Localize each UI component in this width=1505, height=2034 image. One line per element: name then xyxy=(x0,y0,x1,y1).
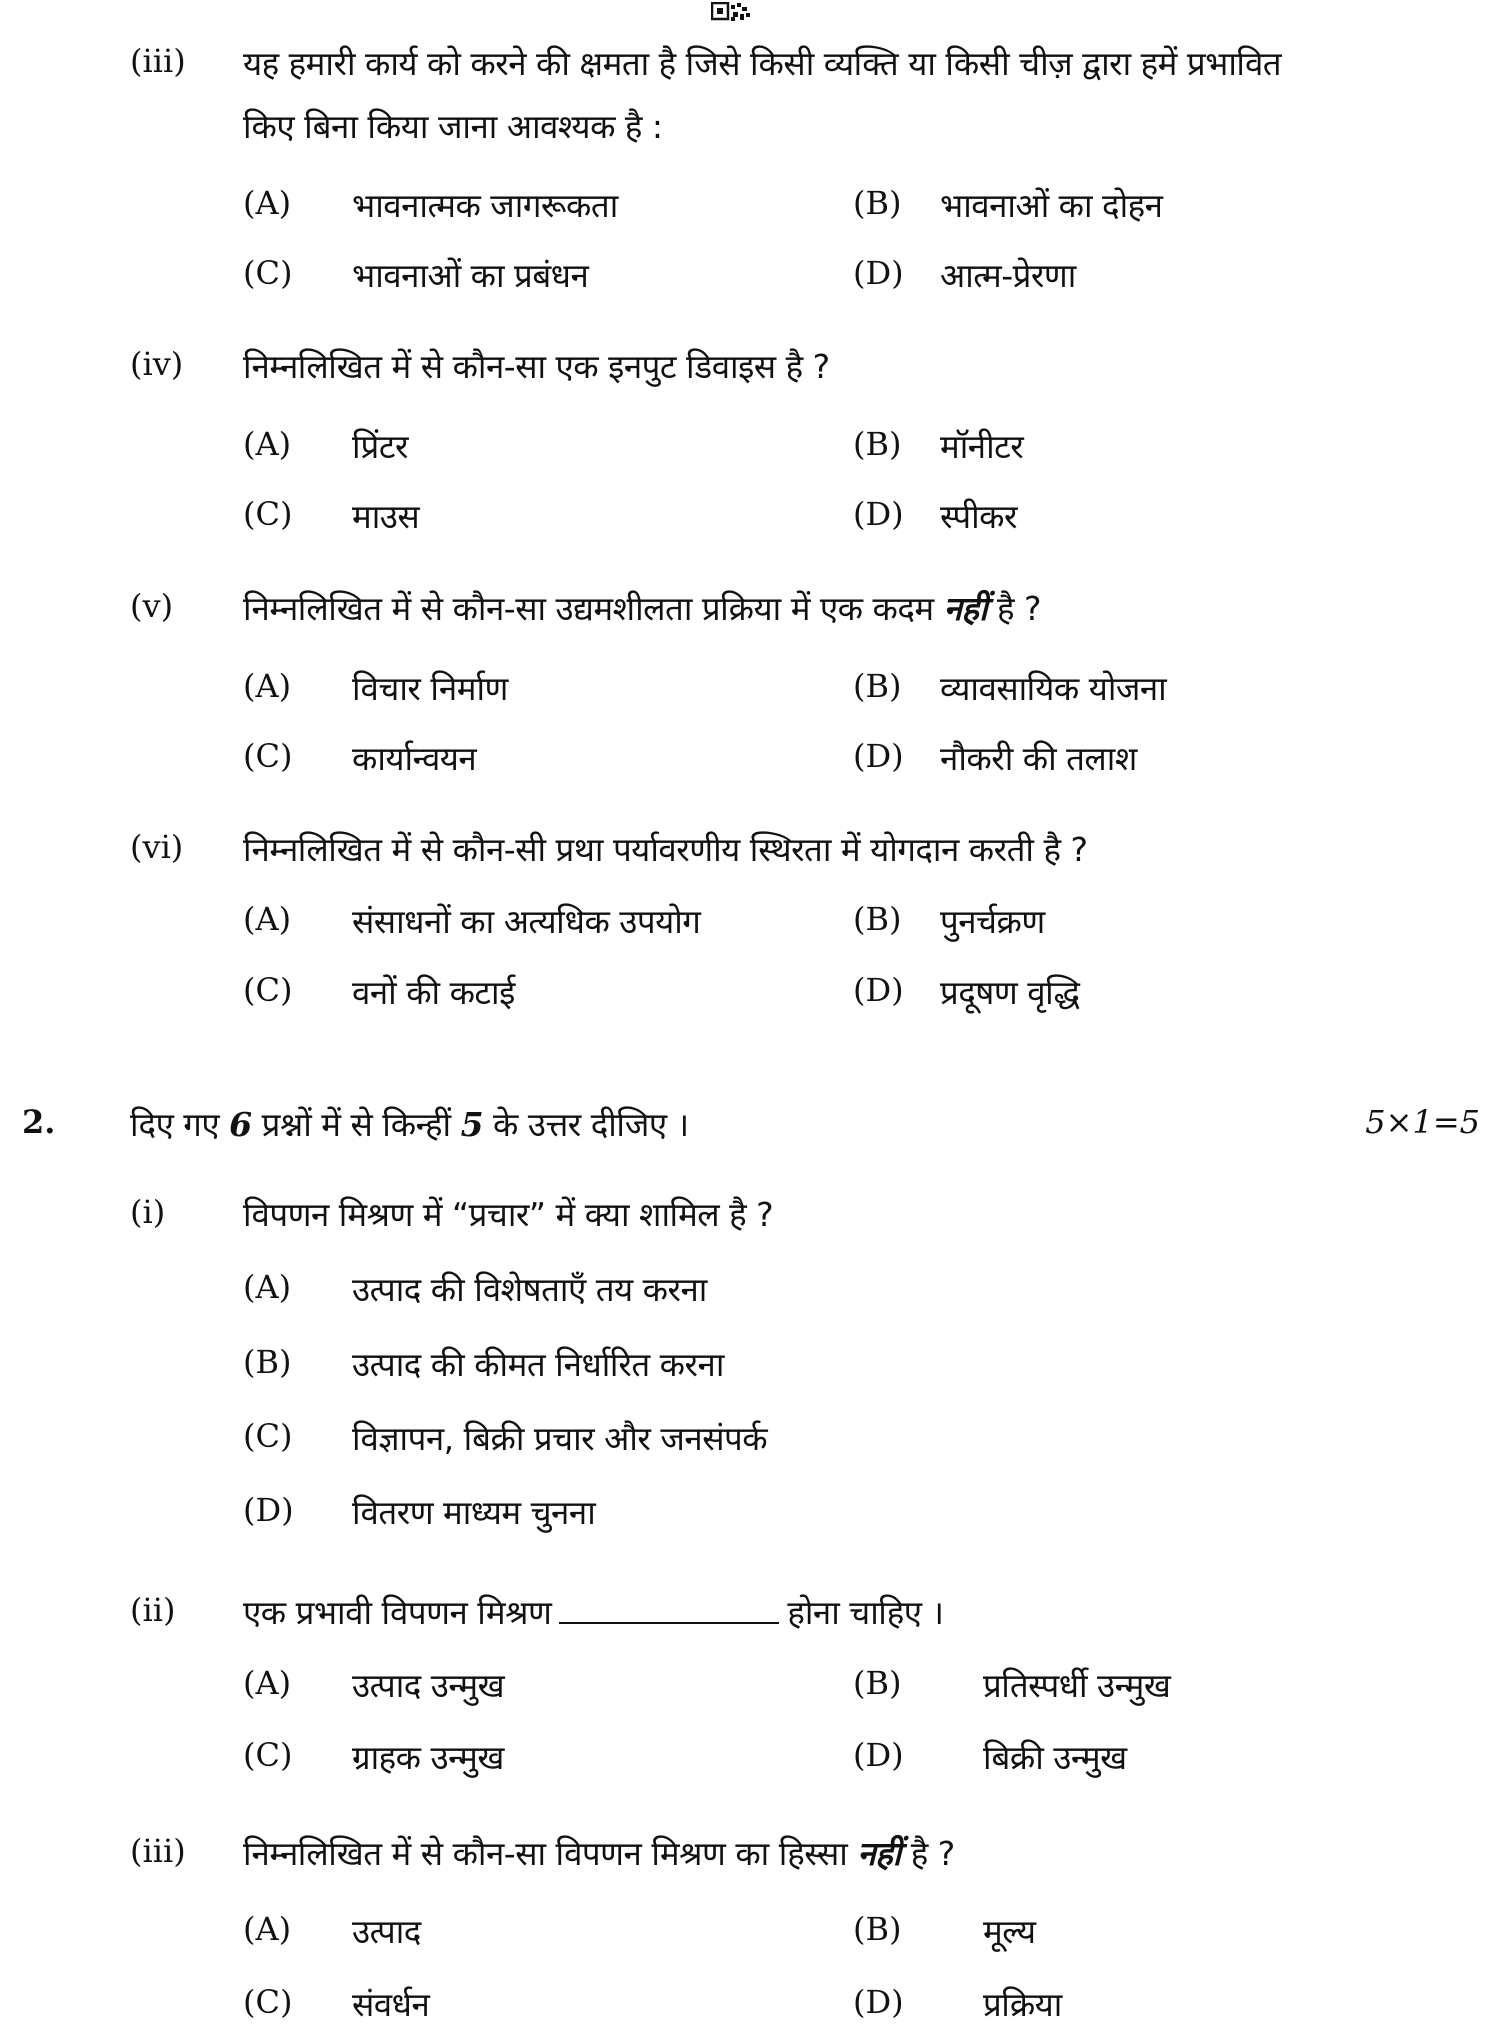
option-label-a: (A) xyxy=(243,900,292,938)
question-number: (iii) xyxy=(130,42,186,80)
option-text-c: वनों की कटाई xyxy=(352,973,515,1012)
question-text-post: है ? xyxy=(900,1834,955,1873)
option-label-d: (D) xyxy=(853,1983,904,2021)
option-label-d: (D) xyxy=(853,254,904,292)
option-text-c: माउस xyxy=(352,497,420,536)
option-text-a: प्रिंटर xyxy=(352,427,408,466)
option-text-d: स्पीकर xyxy=(940,497,1017,536)
option-label-d: (D) xyxy=(853,495,904,533)
option-text-c: संवर्धन xyxy=(352,1985,430,2024)
option-label-b: (B) xyxy=(243,1343,292,1381)
option-text-d: प्रदूषण वृद्धि xyxy=(940,973,1080,1012)
option-label-d: (D) xyxy=(243,1491,294,1529)
instruction-mid: प्रश्नों में से किन्हीं xyxy=(251,1105,461,1144)
option-text-b: उत्पाद की कीमत निर्धारित करना xyxy=(352,1345,724,1384)
option-label-c: (C) xyxy=(243,1983,293,2021)
question-number: (iv) xyxy=(130,345,184,383)
option-text-a: विचार निर्माण xyxy=(352,669,508,708)
section-number: 2. xyxy=(22,1103,56,1141)
option-text-d: बिक्री उन्मुख xyxy=(983,1738,1127,1777)
option-text-d: प्रक्रिया xyxy=(983,1985,1062,2024)
option-label-b: (B) xyxy=(853,425,902,463)
option-label-c: (C) xyxy=(243,1736,293,1774)
option-label-a: (A) xyxy=(243,425,292,463)
option-label-c: (C) xyxy=(243,1417,293,1455)
question-text xyxy=(243,1589,944,1634)
marks-allocation: 5×1=5 xyxy=(1365,1103,1480,1141)
option-text-c: कार्यान्वयन xyxy=(352,739,477,778)
option-text-a: उत्पाद की विशेषताएँ तय करना xyxy=(352,1270,707,1309)
question-text: यह हमारी कार्य को करने की क्षमता है जिसे किसी व्यक्ति या किसी चीज़ द्वारा हमें प्रभावित xyxy=(243,44,1282,83)
question-text-post: होना चाहिए । xyxy=(787,1593,944,1632)
option-label-b: (B) xyxy=(853,1664,902,1702)
option-label-a: (A) xyxy=(243,1664,292,1702)
option-text-d: नौकरी की तलाश xyxy=(940,739,1137,778)
question-text-line2: किए बिना किया जाना आवश्यक है : xyxy=(243,107,663,146)
option-label-d: (D) xyxy=(853,1736,904,1774)
question-text: निम्नलिखित में से कौन-सी प्रथा पर्यावरणीय स्थिरता में योगदान करती है ? xyxy=(243,830,1088,869)
instruction-count-total: 6 xyxy=(229,1105,252,1144)
option-text-b: पुनर्चक्रण xyxy=(940,902,1045,941)
option-label-b: (B) xyxy=(853,900,902,938)
qr-code-icon xyxy=(711,2,767,22)
section-instruction xyxy=(130,1101,689,1146)
option-label-c: (C) xyxy=(243,737,293,775)
question-text xyxy=(243,585,1041,630)
fill-in-blank xyxy=(559,1621,779,1624)
option-text-d: आत्म-प्रेरणा xyxy=(940,256,1076,295)
question-text-pre: निम्नलिखित में से कौन-सा उद्यमशीलता प्रक्रिया में एक कदम xyxy=(243,589,944,628)
question-text: निम्नलिखित में से कौन-सा एक इनपुट डिवाइस है ? xyxy=(243,347,830,386)
option-text-b: मॉनीटर xyxy=(940,427,1024,466)
question-text-pre: निम्नलिखित में से कौन-सा विपणन मिश्रण का हिस्सा xyxy=(243,1834,858,1873)
option-label-c: (C) xyxy=(243,254,293,292)
question-number: (ii) xyxy=(130,1591,176,1629)
option-text-c: भावनाओं का प्रबंधन xyxy=(352,256,589,295)
instruction-count-required: 5 xyxy=(460,1105,484,1144)
emphasis-not: नहीं xyxy=(857,1834,901,1873)
option-label-d: (D) xyxy=(853,737,904,775)
question-number: (vi) xyxy=(130,828,184,866)
option-text-b: व्यावसायिक योजना xyxy=(940,669,1167,708)
question-text: विपणन मिश्रण में “प्रचार” में क्या शामिल है ? xyxy=(243,1195,774,1234)
option-text-b: प्रतिस्पर्धी उन्मुख xyxy=(983,1666,1171,1705)
option-text-b: भावनाओं का दोहन xyxy=(940,186,1163,225)
question-number: (iii) xyxy=(130,1832,186,1870)
question-text-post: है ? xyxy=(987,589,1042,628)
option-text-a: भावनात्मक जागरूकता xyxy=(352,186,618,225)
option-label-a: (A) xyxy=(243,667,292,705)
instruction-post: के उत्तर दीजिए । xyxy=(483,1105,689,1144)
option-label-b: (B) xyxy=(853,667,902,705)
option-label-c: (C) xyxy=(243,971,293,1009)
option-text-a: उत्पाद उन्मुख xyxy=(352,1666,505,1705)
option-label-a: (A) xyxy=(243,1910,292,1948)
option-label-a: (A) xyxy=(243,184,292,222)
instruction-pre: दिए गए xyxy=(130,1105,230,1144)
option-text-a: संसाधनों का अत्यधिक उपयोग xyxy=(352,902,701,941)
question-number: (v) xyxy=(130,587,174,625)
option-label-b: (B) xyxy=(853,184,902,222)
option-label-a: (A) xyxy=(243,1268,292,1306)
question-text-pre: एक प्रभावी विपणन मिश्रण xyxy=(243,1593,552,1632)
option-text-d: वितरण माध्यम चुनना xyxy=(352,1493,596,1532)
option-label-d: (D) xyxy=(853,971,904,1009)
question-number: (i) xyxy=(130,1193,166,1231)
option-label-b: (B) xyxy=(853,1910,902,1948)
option-label-c: (C) xyxy=(243,495,293,533)
question-text xyxy=(243,1830,955,1875)
option-text-c: विज्ञापन, बिक्री प्रचार और जनसंपर्क xyxy=(352,1419,768,1458)
option-text-a: उत्पाद xyxy=(352,1912,421,1951)
emphasis-not: नहीं xyxy=(943,589,987,628)
option-text-b: मूल्य xyxy=(983,1912,1036,1951)
option-text-c: ग्राहक उन्मुख xyxy=(352,1738,504,1777)
